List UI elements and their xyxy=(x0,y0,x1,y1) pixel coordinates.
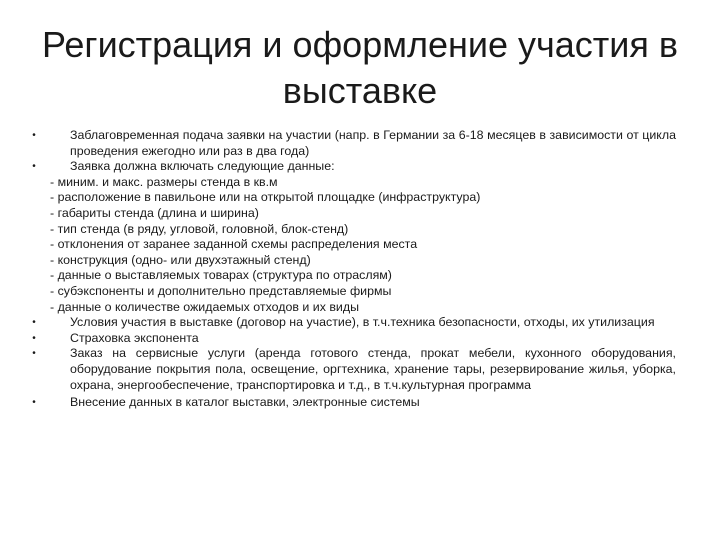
sub-item: - отклонения от заранее заданной схемы распределения места xyxy=(50,237,418,252)
list-item-text: Условия участия в выставке (договор на участие), в т.ч.техника безопасности, отходы, их утилизация xyxy=(70,315,655,330)
list-item-text: Заявка должна включать следующие данные: xyxy=(70,159,335,174)
slide-title: Регистрация и оформление участия в выставке xyxy=(41,24,679,111)
bullet-icon: • xyxy=(32,397,36,409)
bullet-icon: • xyxy=(32,348,36,360)
list-item xyxy=(28,395,676,411)
list-item xyxy=(28,159,676,175)
sub-item: - габариты стенда (длина и ширина) xyxy=(50,205,259,220)
sub-item: - данные о выставляемых товарах (структура по отраслям) xyxy=(50,268,392,283)
list-item xyxy=(28,315,676,331)
list-item xyxy=(28,331,676,347)
bullet-list xyxy=(28,128,676,411)
sub-item: - расположение в павильоне или на открытой площадке (инфраструктура) xyxy=(50,190,481,205)
sub-item: - миним. и макс. размеры стенда в кв.м xyxy=(50,174,278,189)
list-item-text: Заказ на сервисные услуги (аренда готового стенда, прокат мебели, кухонного оборудования, оборудование покрытия пола, освещение, оргтехника, хранение тары, резервирование жилья, уборка, охрана, энергообеспечение, транспортировка и т.д., в т.ч.культурная программа xyxy=(70,346,676,392)
bullet-icon: • xyxy=(32,130,36,141)
sub-item: - данные о количестве ожидаемых отходов и их виды xyxy=(50,299,359,314)
bullet-icon: • xyxy=(32,317,36,329)
sub-item: - конструкция (одно- или двухэтажный стенд) xyxy=(50,252,311,267)
list-item xyxy=(28,128,676,159)
bullet-icon: • xyxy=(32,332,36,344)
list-item xyxy=(28,346,676,393)
list-item-text: Страховка экспонента xyxy=(70,330,199,345)
sub-item: - тип стенда (в ряду, угловой, головной, блок-стенд) xyxy=(50,221,349,236)
list-item-text: Внесение данных в каталог выставки, электронные системы xyxy=(70,395,420,410)
list-item-text: Заблаговременная подача заявки на участии (напр. в Германии за 6-18 месяцев в зависимости от цикла проведения ежегодно или раз в два года) xyxy=(70,128,676,158)
bullet-icon: • xyxy=(32,161,36,173)
sub-item: - субэкспоненты и дополнительно представляемые фирмы xyxy=(50,283,392,298)
